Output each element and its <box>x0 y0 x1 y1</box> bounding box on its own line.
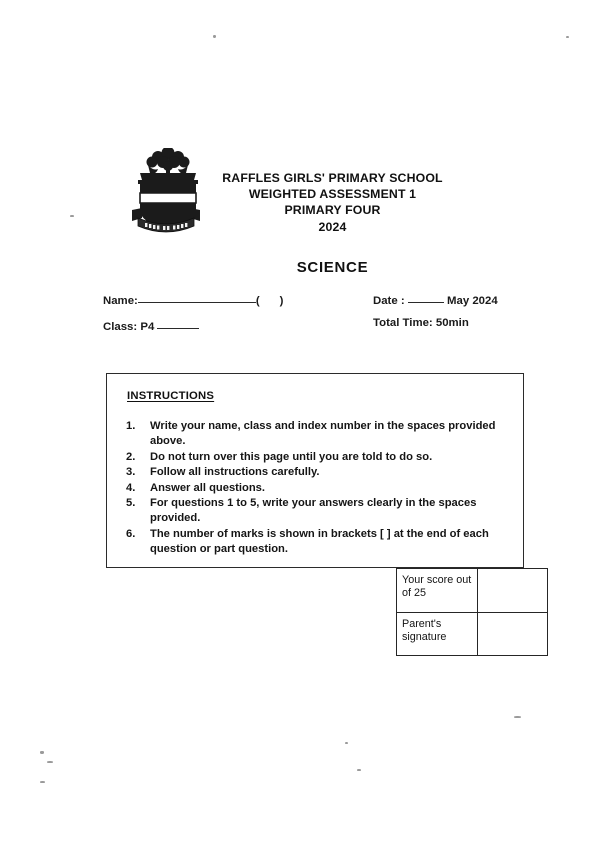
subject-title: SCIENCE <box>296 259 369 276</box>
instruction-item <box>124 496 513 527</box>
date-input-blank[interactable] <box>408 291 444 303</box>
date-value: May 2024 <box>447 295 498 307</box>
name-input-blank[interactable] <box>138 291 256 303</box>
scan-speck <box>345 742 348 744</box>
instruction-text: Write your name, class and index number in the spaces provided above. <box>150 420 496 448</box>
instruction-number: 4. <box>126 481 136 494</box>
instruction-text: Follow all instructions carefully. <box>150 466 320 479</box>
total-time-label: Total Time: <box>373 317 433 329</box>
instruction-number: 2. <box>126 450 136 463</box>
instruction-text: Answer all questions. <box>150 481 266 494</box>
instruction-item <box>124 481 513 496</box>
instruction-item <box>124 450 513 465</box>
assessment-title: WEIGHTED ASSESSMENT 1 <box>248 187 417 202</box>
class-field-row <box>103 317 199 333</box>
scan-speck <box>213 35 216 38</box>
scan-speck <box>40 781 45 783</box>
class-label: Class: P4 <box>103 321 155 333</box>
scan-speck <box>357 769 361 771</box>
scan-speck <box>70 215 74 217</box>
year-title: 2024 <box>318 219 347 234</box>
signature-label-cell: Parent's signature <box>397 612 478 656</box>
instruction-number: 3. <box>126 466 136 479</box>
total-time-row <box>373 317 469 329</box>
scan-speck <box>47 761 53 763</box>
index-close-paren: ) <box>279 295 284 307</box>
exam-header <box>190 170 475 235</box>
instruction-text: Do not turn over this page until you are told to do so. <box>150 450 433 463</box>
class-input-blank[interactable] <box>157 317 199 329</box>
name-field-row <box>103 291 283 307</box>
score-value-cell[interactable] <box>478 569 548 613</box>
instructions-box <box>106 373 524 568</box>
scan-speck <box>514 716 521 718</box>
scan-speck <box>40 751 44 754</box>
table-row <box>397 569 548 613</box>
instruction-item <box>124 419 513 450</box>
instruction-item <box>124 465 513 480</box>
instructions-list <box>124 419 513 558</box>
instruction-text: The number of marks is shown in brackets [ ] at the end of each question or part question. <box>150 527 489 556</box>
name-label: Name: <box>103 295 138 307</box>
date-label: Date : <box>373 295 405 307</box>
instruction-number: 5. <box>126 497 136 510</box>
score-label-cell: Your score out of 25 <box>397 569 478 613</box>
instruction-number: 1. <box>126 420 136 432</box>
scan-speck <box>566 36 569 38</box>
index-open-paren: ( <box>255 295 260 307</box>
level-title: PRIMARY FOUR <box>284 203 381 218</box>
school-name: RAFFLES GIRLS' PRIMARY SCHOOL <box>222 171 443 185</box>
instructions-heading: INSTRUCTIONS <box>127 390 215 402</box>
table-row <box>397 612 548 656</box>
instruction-item <box>124 527 513 558</box>
instruction-number: 6. <box>126 527 136 540</box>
instruction-text: For questions 1 to 5, write your answers clearly in the spaces provided. <box>150 497 477 525</box>
signature-value-cell[interactable] <box>478 612 548 656</box>
total-time-value: 50min <box>435 317 469 329</box>
date-field-row <box>373 291 498 307</box>
score-table <box>396 568 548 656</box>
